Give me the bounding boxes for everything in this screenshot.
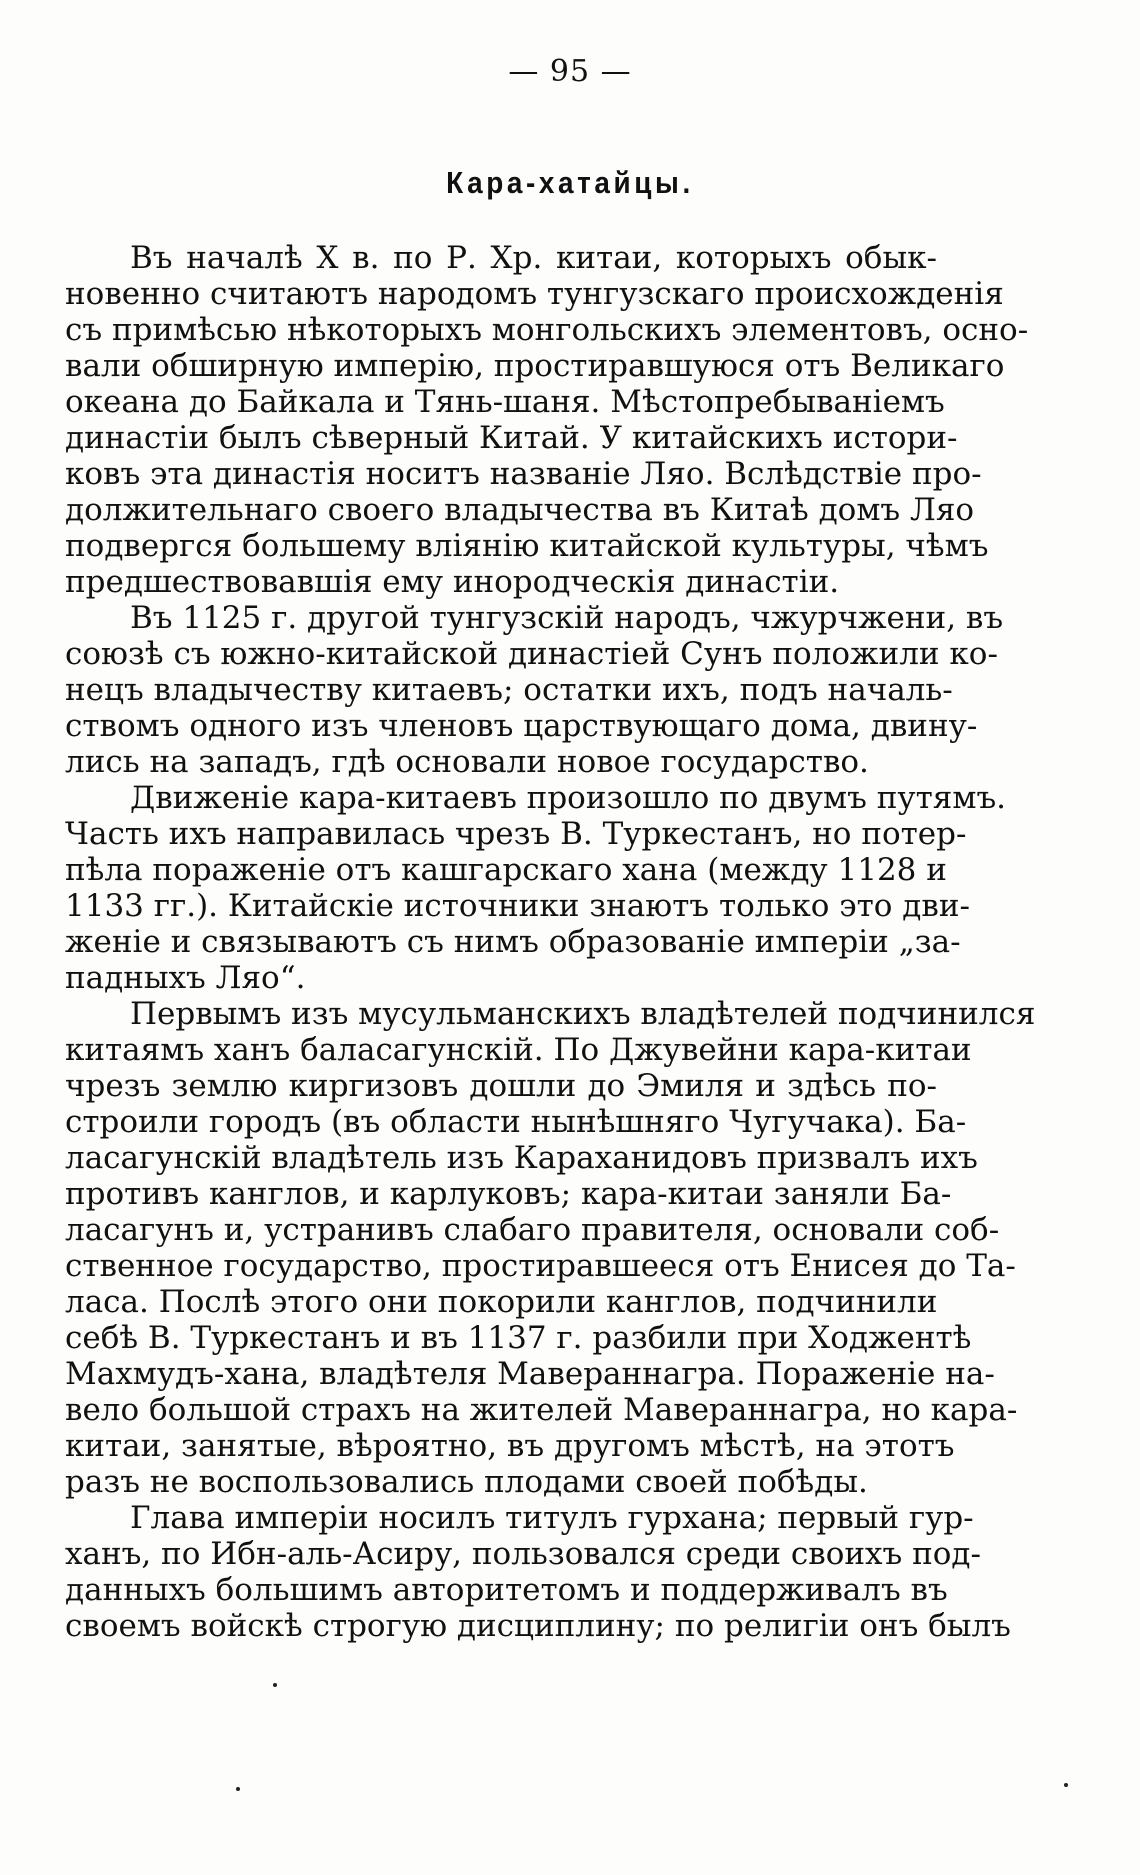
text-line: падныхъ Ляо“. (65, 960, 306, 996)
page-number: — 95 — (508, 54, 632, 89)
text-line: вело большой страхъ на жителей Мавераннагра, но кара- (65, 1392, 1018, 1428)
text-line: китаи, занятые, вѣроятно, въ другомъ мѣстѣ, на этотъ (65, 1428, 955, 1464)
text-line: данныхъ большимъ авторитетомъ и поддерживалъ въ (65, 1572, 948, 1608)
text-line: династіи былъ сѣверный Китай. У китайскихъ истори- (65, 420, 958, 456)
text-line: нецъ владычеству китаевъ; остатки ихъ, подъ началь- (65, 672, 953, 708)
text-line: ласагунъ и, устранивъ слабаго правителя, основали соб- (65, 1212, 1000, 1248)
text-line: китаямъ ханъ баласагунскій. По Джувейни кара-китаи (65, 1032, 972, 1068)
print-speck (273, 1683, 277, 1687)
text-line: новенно считаютъ народомъ тунгузскаго происхожденія (65, 276, 1004, 312)
text-line: пѣла пораженіе отъ кашгарскаго хана (между 1128 и (65, 852, 947, 888)
text-line: должительнаго своего владычества въ Китаѣ домъ Ляо (65, 492, 975, 528)
text-line: ковъ эта династія носитъ названіе Ляо. Вслѣдствіе про- (65, 456, 982, 492)
body-text (65, 240, 1036, 1644)
text-line: океана до Байкала и Тянь-шаня. Мѣстопребываніемъ (65, 384, 945, 420)
text-line: Глава имперіи носилъ титулъ гурхана; первый гур- (130, 1500, 974, 1536)
text-line: Въ началѣ X в. по Р. Хр. китаи, которыхъ обык- (130, 240, 937, 276)
text-line: строили городъ (въ области нынѣшняго Чугучака). Ба- (65, 1104, 967, 1140)
text-line: Часть ихъ направилась чрезъ В. Туркестанъ, но потер- (65, 816, 967, 852)
text-line: ствомъ одного изъ членовъ царствующаго дома, двину- (65, 708, 978, 744)
chapter-title: Кара-хатайцы. (446, 165, 694, 200)
text-line: своемъ войскѣ строгую дисциплину; по религіи онъ былъ (65, 1608, 1011, 1644)
text-line: Въ 1125 г. другой тунгузскій народъ, чжурчжени, въ (130, 600, 1004, 636)
text-line: себѣ В. Туркестанъ и въ 1137 г. разбили при Ходжентѣ (65, 1320, 972, 1356)
text-line: ласа. Послѣ этого они покорили канглов, подчинили (65, 1284, 938, 1320)
text-line: женіе и связываютъ съ нимъ образованіе имперіи „за- (65, 924, 961, 960)
text-line: вали обширную имперію, простиравшуюся отъ Великаго (65, 348, 1005, 384)
text-line: чрезъ землю киргизовъ дошли до Эмиля и здѣсь по- (65, 1068, 937, 1104)
text-line: противъ канглов, и карлуковъ; кара-китаи заняли Ба- (65, 1176, 952, 1212)
text-line: ханъ, по Ибн-аль-Асиру, пользовался среди своихъ под- (65, 1536, 981, 1572)
text-line: съ примѣсью нѣкоторыхъ монгольскихъ элементовъ, осно- (65, 312, 1029, 348)
text-line: лись на западъ, гдѣ основали новое государство. (65, 744, 869, 780)
text-line: Движеніе кара-китаевъ произошло по двумъ путямъ. (130, 780, 1007, 816)
text-line: союзѣ съ южно-китайской династіей Сунъ положили ко- (65, 636, 998, 672)
text-line: Первымъ изъ мусульманскихъ владѣтелей подчинился (130, 996, 1036, 1032)
text-line: разъ не воспользовались плодами своей побѣды. (65, 1464, 868, 1500)
text-line: подвергся большему вліянію китайской культуры, чѣмъ (65, 528, 989, 564)
print-speck (236, 1787, 240, 1791)
text-line: ственное государство, простиравшееся отъ Енисея до Та- (65, 1248, 1016, 1284)
text-line: предшествовавшія ему инородческія династіи. (65, 564, 840, 600)
text-line: ласагунскій владѣтель изъ Караханидовъ призвалъ ихъ (65, 1140, 978, 1176)
text-line: Махмудъ-хана, владѣтеля Мавераннагра. Пораженіе на- (65, 1356, 995, 1392)
print-speck (1064, 1783, 1068, 1787)
text-line: 1133 гг.). Китайскіе источники знаютъ только это дви- (65, 888, 970, 924)
